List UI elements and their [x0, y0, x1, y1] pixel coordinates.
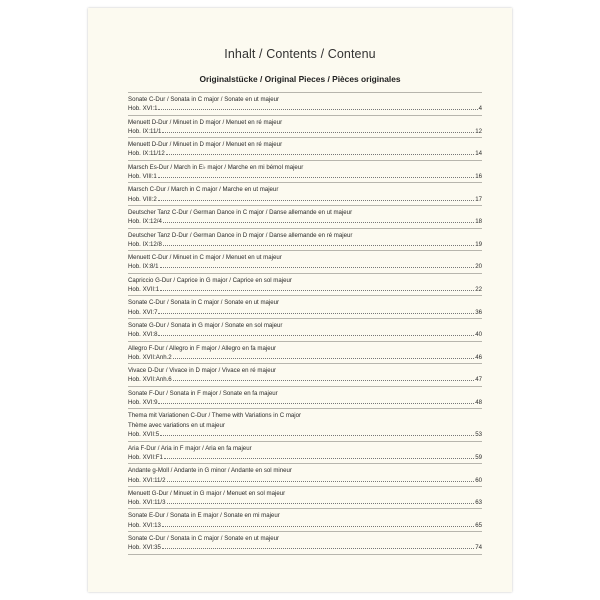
hob-reference: Hob. XVI:9 [128, 398, 158, 406]
table-of-contents [128, 92, 482, 555]
entry-title: Thema mit Variationen C-Dur / Theme with Variations in C major [128, 412, 302, 420]
entry-title: Deutscher Tanz D-Dur / German Dance in D major / Danse allemande en ré majeur [128, 231, 353, 239]
entry-title: Thème avec variations en ut majeur [128, 421, 225, 429]
hob-reference: Hob. XVII:5 [128, 430, 160, 438]
entry-reference-line [128, 453, 482, 462]
section-title: Originalstücke / Original Pieces / Pièces originales [199, 74, 401, 84]
page-number: 12 [475, 127, 482, 135]
hob-reference: Hob. XVI:13 [128, 521, 161, 529]
entry-title: Deutscher Tanz C-Dur / German Dance in C major / Danse allemande en ut majeur [128, 208, 353, 216]
hob-reference: Hob. IX:11/12 [128, 150, 165, 158]
document-page [88, 8, 512, 592]
page-number: 63 [475, 499, 482, 507]
toc-entry [128, 228, 482, 251]
dot-leader [160, 435, 474, 436]
page-number: 22 [475, 285, 482, 293]
entry-title: Allegro F-Dur / Allegro in F major / Allegro en fa majeur [128, 344, 277, 352]
dot-leader [158, 109, 477, 110]
hob-reference: Hob. XVI:35 [128, 544, 161, 552]
toc-entry [128, 160, 482, 183]
entry-reference-line [128, 521, 482, 530]
toc-entry [128, 408, 482, 440]
dot-leader [162, 548, 474, 549]
toc-entry [128, 182, 482, 205]
hob-reference: Hob. XVII:Anh.2 [128, 353, 172, 361]
hob-reference: Hob. IX:12/4 [128, 218, 162, 226]
toc-entry [128, 205, 482, 228]
dot-leader [158, 313, 474, 314]
entry-title: Menuett D-Dur / Minuet in D major / Menuet en ré majeur [128, 141, 283, 149]
entry-reference-line [128, 375, 482, 384]
entry-title: Sonate C-Dur / Sonata in C major / Sonate en ut majeur [128, 535, 280, 543]
entry-title: Capriccio G-Dur / Caprice in G major / Caprice en sol majeur [128, 276, 292, 284]
hob-reference: Hob. XVI:7 [128, 308, 158, 316]
entry-title: Marsch Es-Dur / March in E♭ major / Marche en mi bémol majeur [128, 163, 304, 171]
toc-entry [128, 486, 482, 509]
page-number: 14 [475, 150, 482, 158]
entry-reference-line [128, 498, 482, 507]
hob-reference: Hob. IX:11/1 [128, 127, 162, 135]
toc-entry [128, 363, 482, 386]
dot-leader [173, 380, 475, 381]
toc-entry [128, 250, 482, 273]
page-number: 48 [475, 398, 482, 406]
toc-entry [128, 115, 482, 138]
entry-title: Sonate F-Dur / Sonata in F major / Sonate en fa majeur [128, 389, 278, 397]
toc-entry [128, 531, 482, 555]
hob-reference: Hob. XVII:F1 [128, 453, 163, 461]
toc-entry [128, 508, 482, 531]
hob-reference: Hob. IX:12/8 [128, 240, 162, 248]
page-number: 74 [475, 544, 482, 552]
entry-reference-line [128, 285, 482, 294]
hob-reference: Hob. XVII:1 [128, 285, 160, 293]
page-number: 17 [475, 195, 482, 203]
entry-reference-line [128, 308, 482, 317]
page-number: 47 [475, 376, 482, 384]
entry-title: Marsch C-Dur / March in C major / Marche en ut majeur [128, 186, 279, 194]
entry-title: Menuett C-Dur / Minuet in C major / Menuet en ut majeur [128, 254, 282, 262]
entry-reference-line [128, 330, 482, 339]
dot-leader [162, 526, 474, 527]
page-number: 16 [475, 172, 482, 180]
entry-reference-line [128, 172, 482, 181]
dot-leader [173, 358, 475, 359]
hob-reference: Hob. XVI:11/3 [128, 499, 166, 507]
hob-reference: Hob. IX:8/1 [128, 263, 159, 271]
toc-entry [128, 386, 482, 409]
page-number: 60 [475, 476, 482, 484]
entry-reference-line [128, 430, 482, 439]
dot-leader [158, 200, 474, 201]
hob-reference: Hob. XVI:11/2 [128, 476, 166, 484]
toc-entry [128, 295, 482, 318]
entry-title: Vivace D-Dur / Vivace in D major / Vivace en ré majeur [128, 367, 277, 375]
page-number: 19 [475, 240, 482, 248]
entry-title: Sonate C-Dur / Sonata in C major / Sonate en ut majeur [128, 96, 280, 103]
entry-reference-line [128, 195, 482, 204]
toc-entry [128, 341, 482, 364]
dot-leader [163, 222, 474, 223]
page-number: 40 [475, 331, 482, 339]
dot-leader [166, 154, 474, 155]
entry-title: Aria F-Dur / Aria in F major / Aria en fa majeur [128, 444, 252, 452]
page-number: 20 [475, 263, 482, 271]
entry-reference-line [128, 217, 482, 226]
dot-leader [167, 503, 475, 504]
toc-entry [128, 137, 482, 160]
entry-reference-line [128, 149, 482, 158]
page-title: Inhalt / Contents / Contenu [224, 47, 376, 61]
entry-title: Andante g-Moll / Andante in G minor / Andante en sol mineur [128, 467, 292, 475]
toc-entry [128, 92, 482, 115]
dot-leader [158, 335, 474, 336]
hob-reference: Hob. XVI:1 [128, 105, 158, 113]
entry-title: Sonate E-Dur / Sonata in E major / Sonate en mi majeur [128, 512, 280, 520]
hob-reference: Hob. XVI:8 [128, 331, 158, 339]
toc-entry [128, 273, 482, 296]
dot-leader [167, 481, 475, 482]
toc-entry [128, 318, 482, 341]
entry-title: Menuett G-Dur / Minuet in G major / Menuet en sol majeur [128, 489, 286, 497]
dot-leader [160, 267, 475, 268]
entry-reference-line [128, 262, 482, 271]
page-number: 59 [475, 453, 482, 461]
dot-leader [162, 132, 474, 133]
page-number: 4 [478, 105, 482, 113]
entry-title: Menuett D-Dur / Minuet in D major / Menuet en ré majeur [128, 118, 283, 126]
page-number: 65 [475, 521, 482, 529]
entry-reference-line [128, 543, 482, 552]
page-number: 53 [475, 430, 482, 438]
entry-reference-line [128, 104, 482, 113]
dot-leader [163, 245, 474, 246]
page-number: 18 [475, 218, 482, 226]
dot-leader [158, 403, 474, 404]
dot-leader [164, 458, 474, 459]
hob-reference: Hob. VIII:2 [128, 195, 157, 203]
entry-reference-line [128, 398, 482, 407]
dot-leader [160, 290, 474, 291]
entry-reference-line [128, 240, 482, 249]
hob-reference: Hob. VIII:1 [128, 172, 157, 180]
page-number: 46 [475, 353, 482, 361]
hob-reference: Hob. XVII:Anh.6 [128, 376, 172, 384]
page-number: 36 [475, 308, 482, 316]
entry-title: Sonate C-Dur / Sonata in C major / Sonate en ut majeur [128, 299, 280, 307]
toc-entry [128, 441, 482, 464]
entry-reference-line [128, 127, 482, 136]
toc-entry [128, 463, 482, 486]
dot-leader [158, 177, 474, 178]
entry-reference-line [128, 353, 482, 362]
entry-reference-line [128, 476, 482, 485]
entry-title: Sonate G-Dur / Sonata in G major / Sonate en sol majeur [128, 321, 283, 329]
